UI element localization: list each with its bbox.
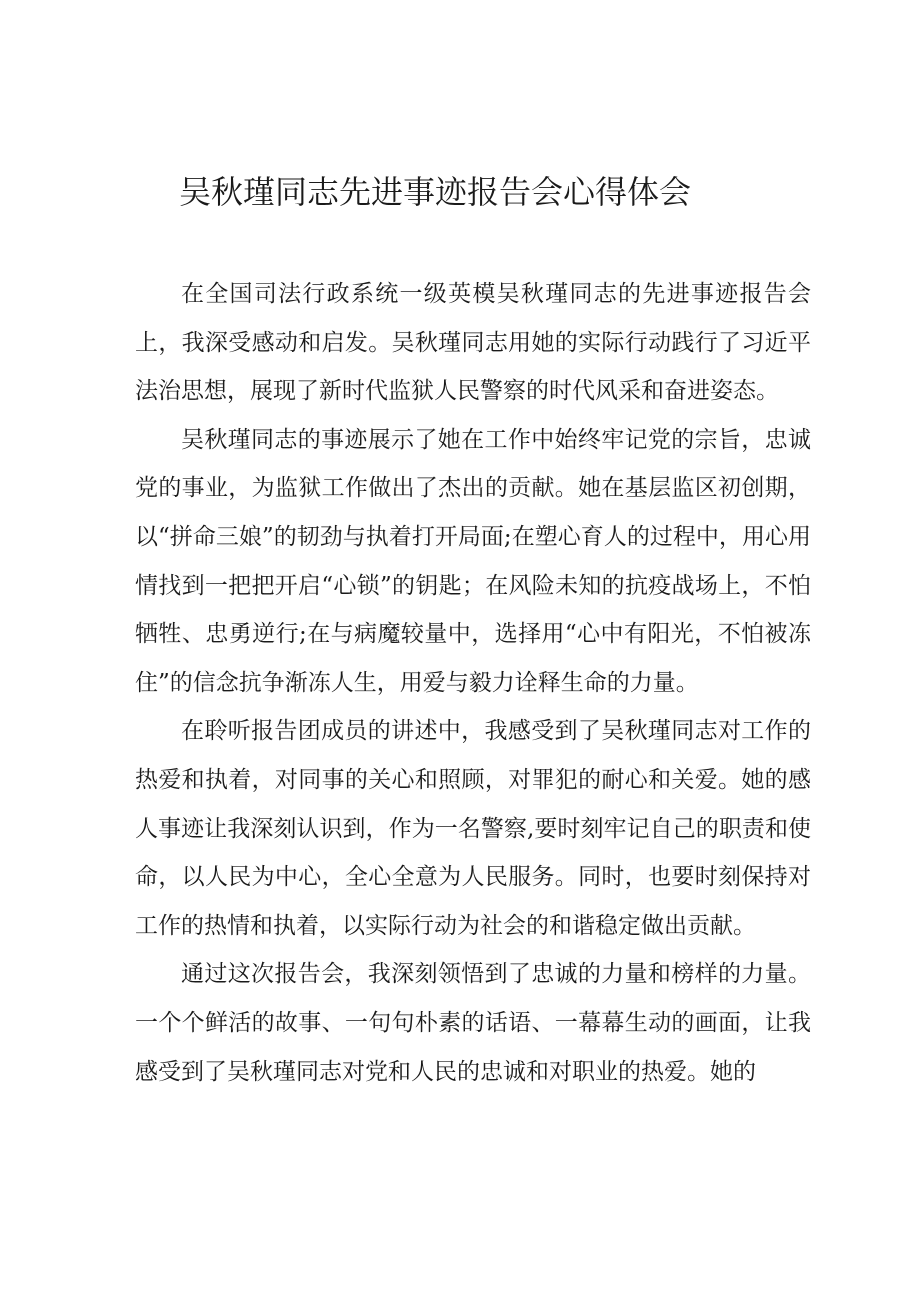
document-title: 吴秋瑾同志先进事迹报告会心得体会: [179, 173, 692, 211]
paragraph-2: 吴秋瑾同志的事迹展示了她在工作中始终牢记党的宗旨，忠诚党的事业，为监狱工作做出了杰出的贡献。她在基层监区初创期，以“拼命三娘”的韧劲与执着打开局面;在塑心育人的过程中，用心用情找到一把把开启“心锁”的钥匙；在风险未知的抗疫战场上，不怕牺牲、忠勇逆行;在与病魔较量中，选择用“心中有阳光，不怕被冻住”的信念抗争渐冻人生，用爱与毅力诠释生命的力量。: [135, 426, 811, 696]
paragraph-4: 通过这次报告会，我深刻领悟到了忠诚的力量和榜样的力量。一个个鲜活的故事、一句句朴素的话语、一幕幕生动的画面，让我感受到了吴秋瑾同志对党和人民的忠诚和对职业的热爱。她的: [135, 961, 811, 1085]
paragraph-1: 在全国司法行政系统一级英模吴秋瑾同志的先进事迹报告会上，我深受感动和启发。吴秋瑾同志用她的实际行动践行了习近平法治思想，展现了新时代监狱人民警察的时代风采和奋进姿态。: [135, 281, 811, 405]
document-body: [135, 270, 811, 1096]
paragraph-3: 在聆听报告团成员的讲述中，我感受到了吴秋瑾同志对工作的热爱和执着，对同事的关心和照顾，对罪犯的耐心和关爱。她的感人事迹让我深刻认识到，作为一名警察,要时刻牢记自己的职责和使命，以人民为中心，全心全意为人民服务。同时，也要时刻保持对工作的热情和执着，以实际行动为社会的和谐稳定做出贡献。: [135, 718, 811, 939]
